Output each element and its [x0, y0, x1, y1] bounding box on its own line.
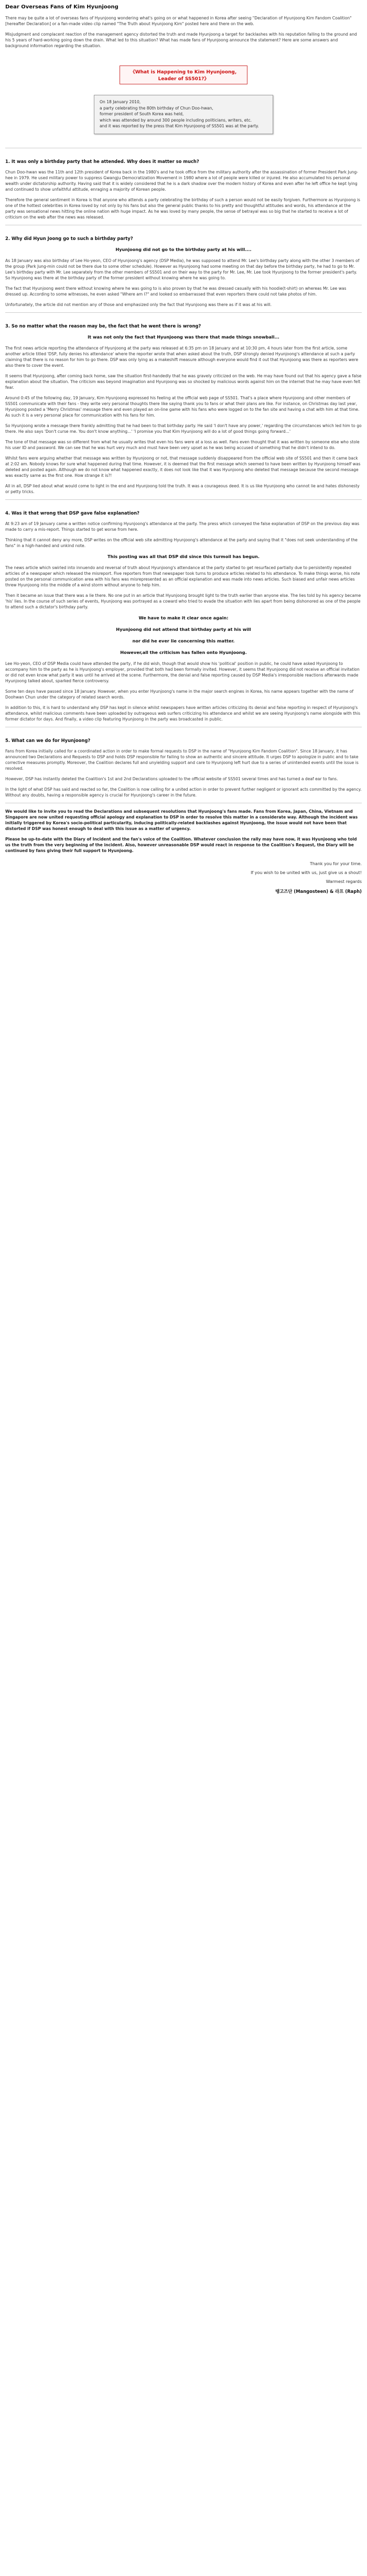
section-paragraph: The fact that Hyunjoong went there without knowing where he was going to is also proven by that he was dressed casually with his hoodie(t-shirt) on whereas Mr. Lee was dressed up. According to some witnesses, he even asked "Where am I?" and looked so embarrassed that even reporters there could not take photos of him. [5, 286, 347, 297]
quote-line: former president of South Korea was held, [100, 112, 184, 116]
intro-paragraph: Misjudgment and complacent reaction of the management agency distorted the truth and made Hyunjoong a target for backlashes with his reputation falling to the ground and his 5 years of hard-working going down the drain. What led to this situation? What has made fans of Hyunjoong announce the statement? Here are some answers and background information regarding the situation. [5, 32, 357, 48]
section-lead: It was not only the fact that Hyunjoong was there that made things snowball... [88, 334, 279, 340]
section-paragraph: However, DSP has instantly deleted the Coalition's 1st and 2nd Declarations uploaded to the official website of SS501 several times and has turned a deaf ear to fans. [5, 776, 338, 781]
section-paragraph: The tone of that message was so different from what he usually writes that even his fans were at a loss as well. Fans even thought that it was written by someone else who stole his user ID and password. We can see that he was hurt very much and must have been very upset as he was being accused of something that he didn't intend to do. [5, 439, 360, 450]
section-paragraph: It seems that Hyunjoong, after coming back home, saw the situation first-handedly that he was gravely criticized on the web. He may have found out that his agency gave a false explanation about the situation. The criticism was beyond imagination and Hyunjoong was so shocked by malicious words against him on the internet that he may have even felt fear. [5, 373, 362, 390]
section-paragraph: Some ten days have passed since 18 January. However, when you enter Hyunjoong's name in the major search engines in Korea, his name appears together with the name of Doohwan Chun under the category of related search words. [5, 689, 354, 700]
section-paragraph: Lee Ho-yeon, CEO of DSP Media could have attended the party, if he did wish, though that would show his 'political' position in public, he could have asked Hyunjoong to accompany him to the party as he is Hyunjoong's employer, provided that both had been formally invited. However, it seems that Hyunjoong did not receive an official invitation or did not even know what party it was until he arrived at the scene. Furthermore, the denial and false reporting caused by DSP Media's irresponsible reactions afterwards made Hyunjoong talked about, sparked fierce controversy. [5, 661, 360, 683]
wish-line: If you wish to be united with us, just give us a shout! [251, 870, 362, 875]
section-paragraph: Unfortunately, the article did not mention any of those and emphasized only the fact that Hyunjoong was there as if it was at his will. [5, 302, 272, 307]
closing-paragraph: We would like to invite you to read the Declarations and subsequent resolutions that Hyunjoong's fans made. Fans from Korea, Japan, China, Vietnam and Singapore are now united requesting official apology and explanation to DSP in order to resolve this matter in a considerate way. Although the incident was initially triggered by Korea's socio-political particularity, inducing politically-related backlashes against Hyunjoong, the issue would not have been that distorted if DSP was honest enough to deal with this issue as a matter of urgency. [5, 809, 358, 831]
section-title: 4. Was it that wrong that DSP gave false explanation? [5, 510, 139, 516]
divider [5, 312, 362, 313]
intro-paragraph: There may be quite a lot of overseas fans of Hyunjoong wondering what's going on or what happened in Korea after seeing "Declaration of Hyunjoong Kim Fandom Coalition" [hereafter Declaration] or a fan-made video clip named "The Truth about Hyunjoong Kim" posted here and there on the web. [5, 16, 352, 26]
section-paragraph: Thinking that it cannot deny any more, DSP writes on the official web site admitting Hyunjoong's attendance at the party and saying that it "does not seek understanding of the fans" in a high-handed and unkind note. [5, 537, 358, 548]
section-paragraph: Then it became an issue that there was a lie there. No one put in an article that Hyunjoong brought light to the truth earlier than anyone else. The lies told by his agency became 'his' lies. In the course of such series of events, Hyunjoong was portrayed as a coward who tried to evade the situation with lies apart from being dishonored as one of the people to attend such a dictator's birthday party. [5, 593, 361, 609]
emphasis-line: However,all the criticism has fallen onto Hyunjoong. [120, 649, 247, 655]
quote-line: a party celebrating the 80th birthday of Chun Doo-hwan, [100, 105, 213, 111]
signature: 땡고즈단 (Mangosteen) & 라프 (Raph) [275, 888, 362, 894]
section-paragraph: At 9:23 am of 19 January came a written notice confirming Hyunjoong's attendance at the party. The press which conveyed the false explanation of DSP on the previous day was made to carry a mis-report. Things started to get worse from here. [5, 521, 360, 532]
section-paragraph: The first news article reporting the attendance of Hyunjoong at the party was released at 6:35 pm on 18 January and at 10:30 pm, 4 hours later from the first article, some another article titled 'DSP, fully denies his attendance' where the reporter wrote that when asked about the truth, DSP strongly denied Hyunjoong's attendance at such a party claiming that there is no reason for him to go there. DSP was only lying as a makeshift measure although everyone would find it out that Hyunjoong was there as reporters were also there to cover the event. [5, 345, 359, 368]
section-lead: Hyunjoong did not go to the birthday party at his will.... [115, 246, 252, 252]
section-title: 1. It was only a birthday party that he attended. Why does it matter so much? [5, 158, 199, 164]
main-heading: 《What is Happening to Kim Hyunjoong, Leader of SS501?》 [120, 66, 247, 84]
regards-line: Warmest regards [326, 879, 362, 884]
greeting: Dear Overseas Fans of Kim Hyunjoong [5, 4, 118, 10]
section-paragraph: Fans from Korea initially called for a coordinated action in order to make formal requests to DSP in the name of "Hyunjoong Kim Fandom Coalition". Since 18 January, it has announced two Declarations and Requests to DSP and holds DSP responsible for failing to show an authentic and sincere attitude. It urges DSP to apologize in public and to take corrective measures promptly. Moreover, the Coalition declares full and unyielding support and care to Hyunjoong left hurt due to a series of unintended events until the issue is resolved. [5, 748, 359, 771]
divider [5, 499, 362, 500]
section-paragraph: Chun Doo-hwan was the 11th and 12th president of Korea back in the 1980's and he took office from the military authority after the assassination of former President Park Jung-hee in 1979. He used military power to suppress Gwangju Democratization Movement in 1980 where a lot of people were killed or injured. He also accumulated his personal wealth under dictatorship authority. Having said that it is widely considered that he is a dark shadow over the modern history of Korea and even after he left office he kept lying and continued to show unfaithful attitude, enraging a majority of Korean people. [5, 169, 358, 192]
section-paragraph: Around 0:45 of the following day, 19 January, Kim Hyunjoong expressed his feeling at the official web page of SS501. That's a place where Hyunjoong and other members of SS501 communicate with their fans - they write very personal thoughts there like saying thank you to fans or what their plans are like. For instance, on Christmas day last year, Hyunjoong posted a 'Merry Christmas' message there and even played an on-line game with his fans who were logged on to the fan site and having a chat with him at that time. As such it is a very personal place for communication with his fans for him. [5, 395, 360, 418]
closing-paragraph: Please be up-to-date with the Diary of Incident and the fan's voice of the Coalition. Whatever conclusion the rally may have now, it was Hyunjoong who told us the truth from the very beginning of the incident. Also, however unreasonable DSP would react in response to the Coalition's Request, the Diary will be continued by fans giving their full support to Hyunjoong. [5, 836, 357, 853]
section-paragraph: In addition to this, it is hard to understand why DSP has kept in silence whilst newspapers have written articles criticizing its denial and false reporting in respect of Hyunjoong's attendance, whilst malicious comments have been uploaded by outrageous web surfers criticizing his attendance and whilst we are seeing Hyunjoong's name alongside with this former dictator for days. And finally, a video clip featuring Hyunjoong in the party was broadcasted in public. [5, 705, 361, 722]
thanks-line: Thank you for your time. [309, 861, 362, 866]
section-paragraph: Whilst fans were arguing whether that message was written by Hyunjoong or not, that message suddenly disappeared from the official web site of SS501 and then it came back at 2:02 am. Nobody knows for sure what happened during that time. However, it is deemed that the first message which seemed to have been written by Hyunjoong himself was deleted and posted again. Although we do not know what happened exactly, it does not look like that it was Hyunjoong who deleted that message because the second message was exactly same as the first one. How strange it is?! [5, 455, 361, 478]
section-paragraph: So Hyunjoong wrote a message there frankly admitting that he had been to that birthday party. He said 'I don't have any power,' regarding the circumstances which led him to go there. He also says 'Don't curse me. You don't know anything...' 'I promise you that Kim Hyunjoong will do a lot of good things going forward...' [5, 423, 362, 434]
section-title: 3. So no matter what the reason may be, the fact that he went there is wrong? [5, 323, 201, 329]
emphasis-line: nor did he ever lie concerning this matter. [132, 638, 235, 643]
quote-box [94, 95, 273, 134]
quote-line: On 18 January 2010, [100, 100, 141, 104]
quote-line: and it was reported by the press that Kim Hyunjoong of SS501 was at the party. [100, 124, 259, 128]
section-paragraph: As 18 January was also birthday of Lee Ho-yeon, CEO of Hyunjoong's agency (DSP Media), he was supposed to attend Mr. Lee's birthday party along with the other 3 members of the group (Park Jung-min could not be there due to some other schedule). However as Hyunjoong had some meeting on that day before the birthday party, he had to go to Mr. Lee's birthday party with Mr. Lee separately from the other members of SS501 and on their way to the party for Mr. Lee, Mr. Lee took Hyunjoong to the former president's party. So Hyunjoong was there at the birthday party of the former president without knowing where he was going to. [5, 258, 360, 280]
section-lead: This posting was all that DSP did since this turmoil has begun. [107, 553, 260, 559]
section-paragraph: In the light of what DSP has said and reacted so far, the Coalition is now calling for a united action in order to prevent further negligent or ignorant acts committed by the agency. Without any doubts, having a responsible agency is crucial for Hyunjoong's career in the future. [5, 787, 362, 798]
section-paragraph: The news article which swirled into innuendo and reversal of truth about Hyunjoong's attendance at the party started to get resurfaced partially due to persistently repeated articles of a newspaper which released the misreport. Five reporters from that newspaper took turns to produce articles related to his attendance. To make things worse, his note posted on the personal communication area with his fans was misrepresented as an official explanation and was made into news articles. Such biased and unfair news articles threw Hyunjoong into the middle of a wind storm without anyone to help him. [5, 565, 360, 587]
section-title: 5. What can we do for Hyunjoong? [5, 737, 91, 743]
section-paragraph: Therefore the general sentiment in Korea is that anyone who attends a party celebrating the birthday of such a person would not be easily forgiven. Furthermore as Hyunjoong is one of the hottest celebrities in Korea loved by not only by his fans but also the general public thanks to his pretty and thoughtful attitudes and words, his attendance at the party was sensational news hitting the online nation with huge impact. As he was loved by many people, the sense of betrayal was so big that he started to receive a lot of criticism on the web after the news was released. [5, 197, 360, 220]
emphasis-line: Hyunjoong did not attend that birthday party at his will [116, 626, 251, 632]
section-paragraph: All in all, DSP lied about what would come to light in the end and Hyunjoong told the truth. It was a courageous deed. It is us like Hyunjoong who cannot lie and hates dishonesty or petty tricks. [5, 483, 360, 494]
emphasis-line: We have to make it clear once again: [138, 615, 229, 620]
quote-line: which was attended by around 300 people including politicians, writers, etc. [100, 117, 252, 123]
section-title: 2. Why did Hyun Joong go to such a birthday party? [5, 235, 133, 241]
